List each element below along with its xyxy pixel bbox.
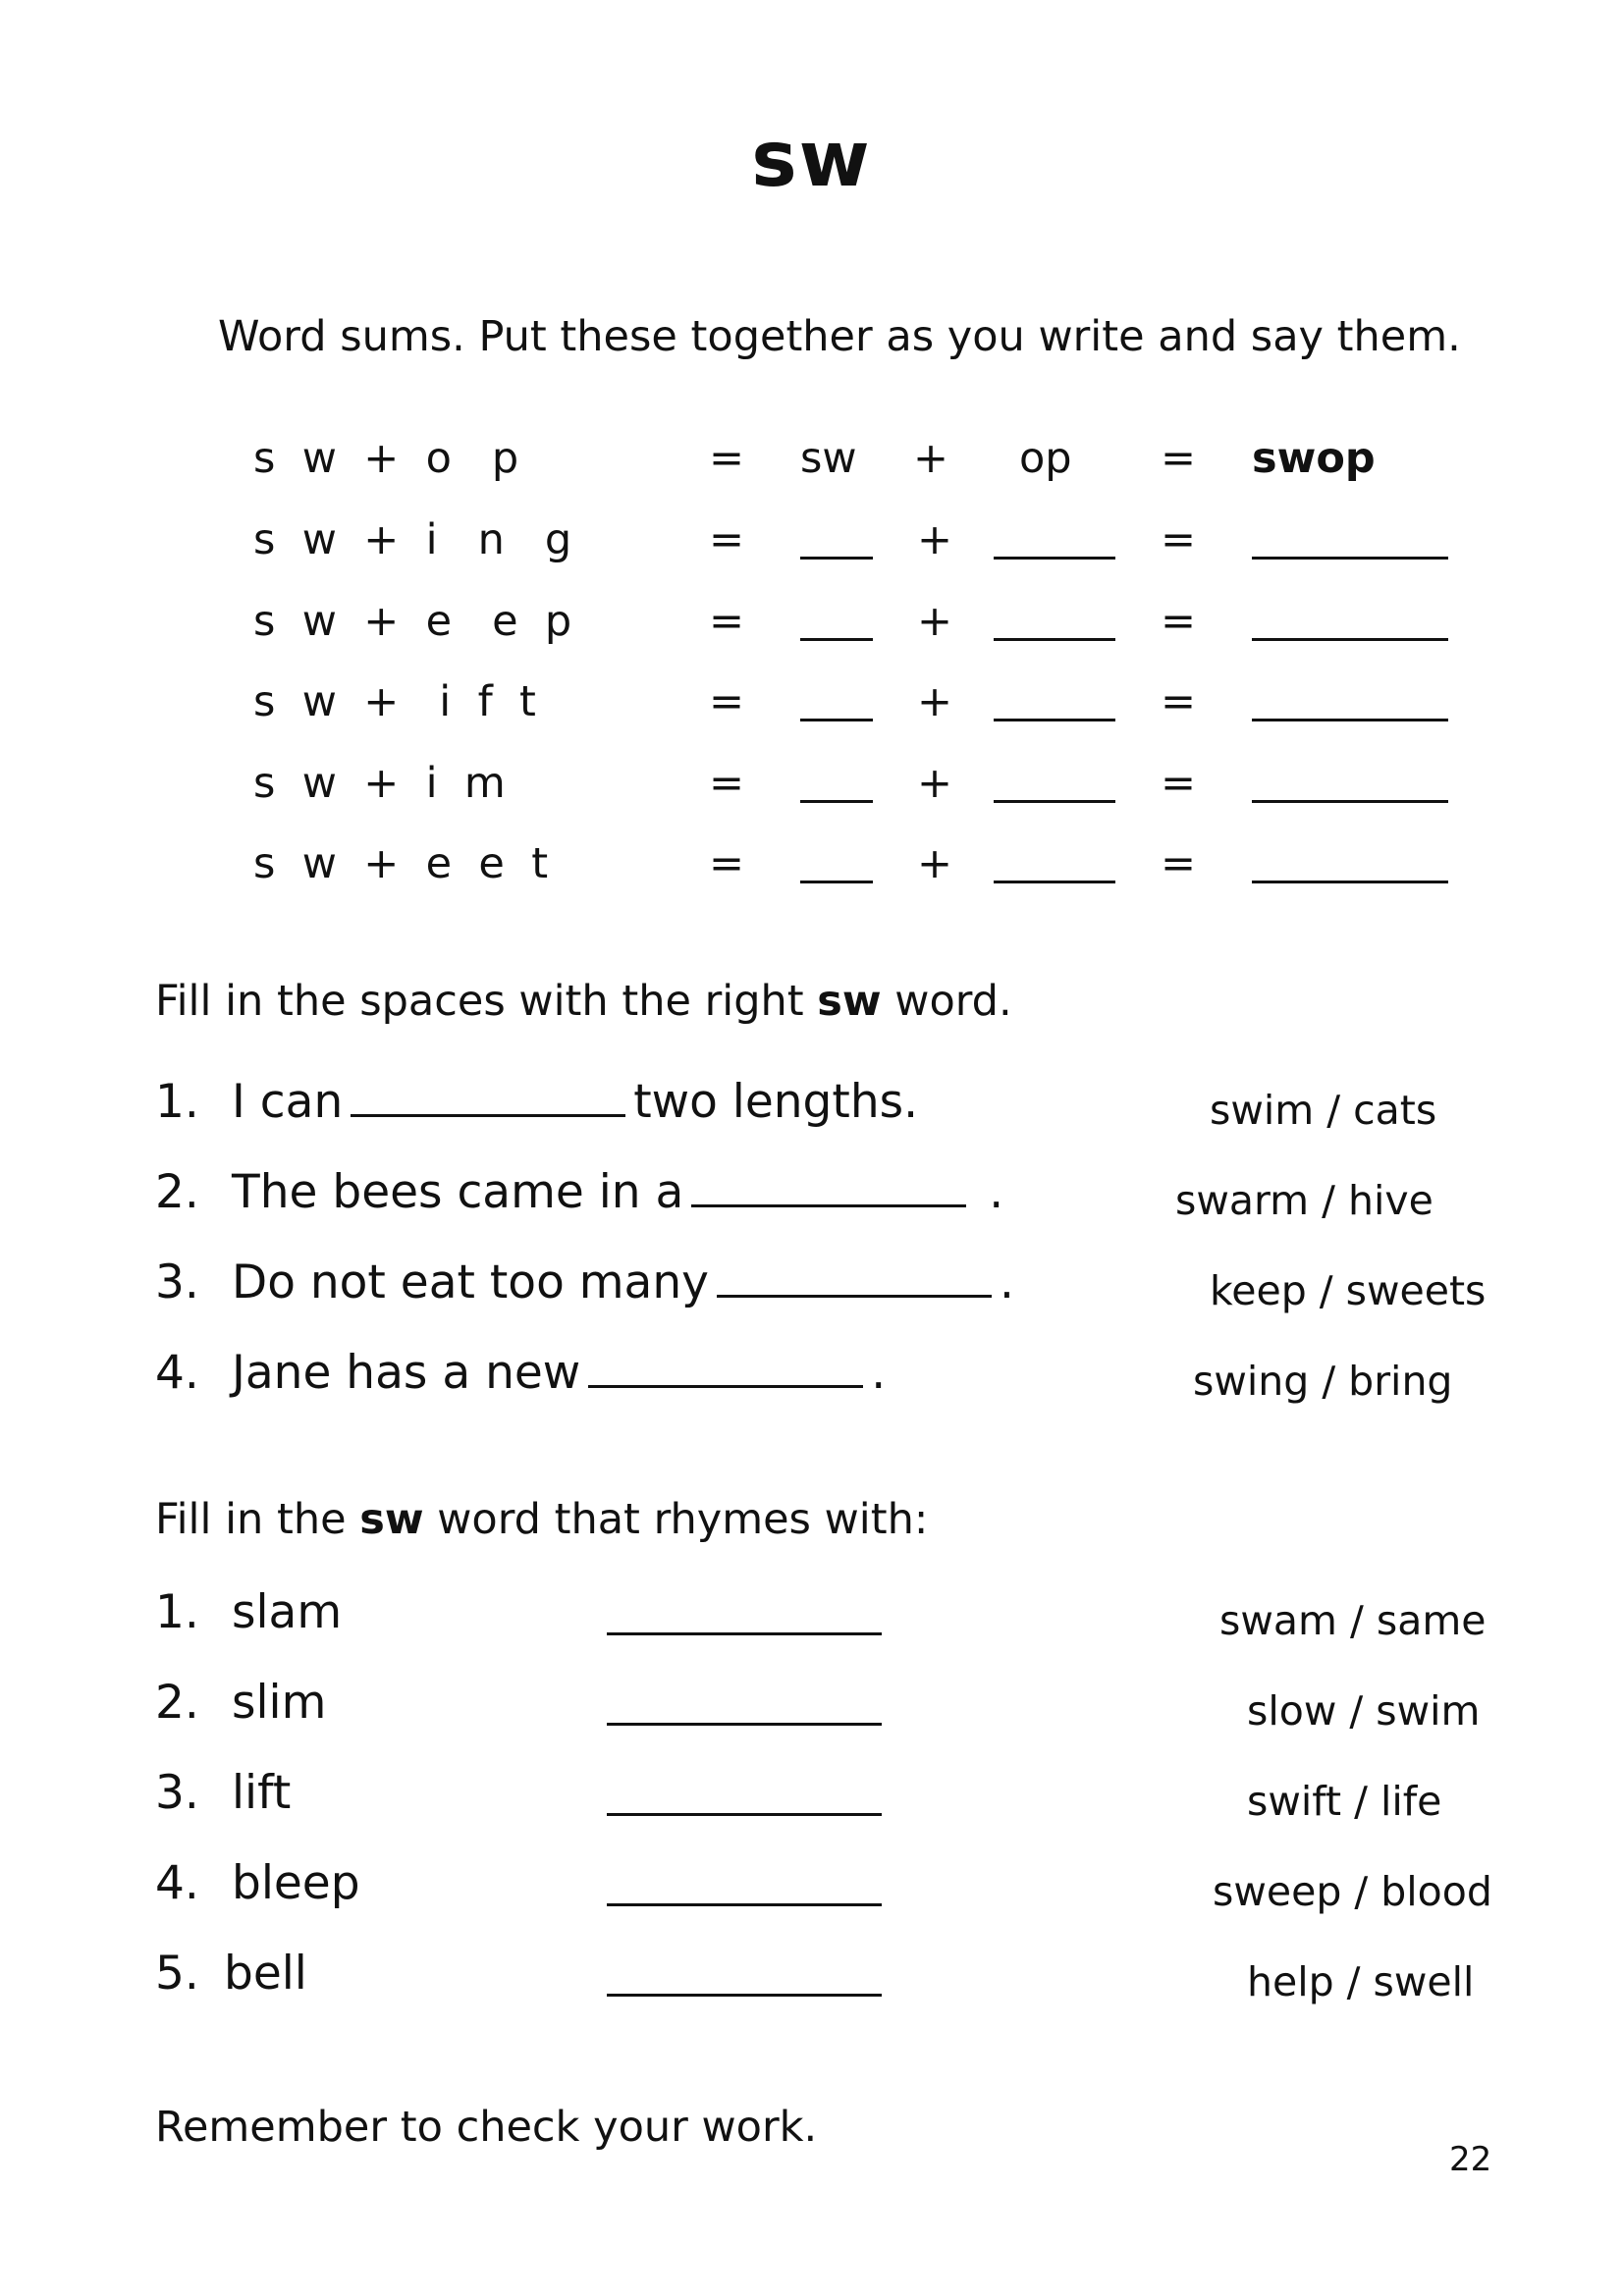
word-choices: help / swell [1247, 1958, 1475, 2005]
word-choices: keep / sweets [1210, 1267, 1487, 1314]
plus-sign: + [917, 597, 953, 646]
item-number: 2. [155, 1165, 199, 1219]
equals-sign: = [709, 839, 745, 888]
fill-spaces-instruction [155, 977, 1012, 1026]
rhyme-item [155, 1947, 941, 2009]
word-sum-row [0, 677, 1623, 736]
equals-sign: = [1161, 434, 1197, 483]
rhyme-item [155, 1676, 941, 1738]
plus-sign: + [917, 515, 953, 564]
sentence-blank[interactable] [351, 1075, 625, 1117]
answer-blank[interactable] [1252, 881, 1448, 883]
equals-sign: = [709, 677, 745, 726]
plus-sign: + [913, 434, 949, 483]
onset-blank[interactable] [800, 881, 873, 883]
word-sum-letters: s w + o p [253, 434, 519, 483]
word-choices: swam / same [1219, 1597, 1487, 1644]
word-choices: sweep / blood [1213, 1868, 1492, 1915]
instruction-text: word that rhymes with: [423, 1495, 929, 1544]
answer-blank[interactable] [1252, 557, 1448, 560]
answer-blank[interactable] [1252, 719, 1448, 721]
rhyme-item [155, 1766, 941, 1829]
onset-blank[interactable] [800, 638, 873, 641]
word-sum-row [0, 597, 1623, 656]
equals-sign: = [1161, 839, 1197, 888]
sentence-text: two lengths. [633, 1075, 919, 1129]
sentence-text: The bees came in a [232, 1165, 684, 1219]
item-number: 5. [155, 1947, 199, 2001]
equals-sign: = [1161, 677, 1197, 726]
rhyme-answer-blank[interactable] [607, 1903, 882, 1906]
rhyme-word: bell [224, 1947, 307, 2001]
sentence-text: . [871, 1346, 887, 1400]
word-sum-row [0, 515, 1623, 574]
item-number: 1. [155, 1585, 199, 1639]
sentence-text: I can [232, 1075, 344, 1129]
onset-blank[interactable] [800, 800, 873, 803]
instruction-text: word. [881, 977, 1012, 1026]
onset-blank[interactable] [800, 557, 873, 560]
word-sum-row [0, 759, 1623, 818]
page-number: 22 [1449, 2140, 1492, 2179]
answer-blank[interactable] [1252, 638, 1448, 641]
sentence-text: Do not eat too many [232, 1255, 709, 1309]
rhyme-answer-blank[interactable] [607, 1813, 882, 1816]
equals-sign: = [709, 515, 745, 564]
word-sum-letters: s w + i m [253, 759, 506, 808]
instruction-bold-blend: sw [359, 1495, 424, 1544]
sentence-blank[interactable] [717, 1255, 992, 1298]
rime-blank[interactable] [994, 638, 1115, 641]
word-choices: swift / life [1247, 1778, 1442, 1825]
word-choices: slow / swim [1247, 1687, 1481, 1735]
word-sum-answer: swop [1252, 434, 1376, 483]
rime-blank[interactable] [994, 800, 1115, 803]
rime-blank[interactable] [994, 881, 1115, 883]
word-sum-letters: s w + e e t [253, 839, 549, 888]
equals-sign: = [1161, 759, 1197, 808]
item-number: 4. [155, 1346, 199, 1400]
plus-sign: + [917, 759, 953, 808]
word-sum-example-row [0, 434, 1623, 493]
item-number: 2. [155, 1676, 199, 1730]
word-choices: swarm / hive [1175, 1177, 1434, 1224]
rhyme-answer-blank[interactable] [607, 1723, 882, 1726]
rime-blank[interactable] [994, 557, 1115, 560]
word-sum-letters: s w + i n g [253, 515, 572, 564]
page-title: sw [751, 116, 872, 204]
rhyme-word: bleep [232, 1856, 360, 1910]
item-number: 3. [155, 1766, 199, 1820]
sentence-blank[interactable] [691, 1165, 966, 1207]
rhyme-word: lift [232, 1766, 292, 1820]
item-number: 1. [155, 1075, 199, 1129]
rhyme-item [155, 1585, 941, 1648]
rhyme-item [155, 1856, 941, 1919]
word-sum-part-rime: op [1019, 434, 1072, 483]
answer-blank[interactable] [1252, 800, 1448, 803]
word-sum-row [0, 839, 1623, 898]
instruction-text: Fill in the spaces with the right [155, 977, 818, 1026]
plus-sign: + [917, 839, 953, 888]
sentence-text: Jane has a new [232, 1346, 581, 1400]
footer-reminder: Remember to check your work. [155, 2103, 818, 2152]
instruction-bold-blend: sw [817, 977, 882, 1026]
sentence-text: . [999, 1255, 1014, 1309]
rhymes-instruction [155, 1495, 928, 1544]
instruction-text: Fill in the [155, 1495, 360, 1544]
word-sums-instruction: Word sums. Put these together as you write and say them. [218, 312, 1461, 361]
item-number: 4. [155, 1856, 199, 1910]
onset-blank[interactable] [800, 719, 873, 721]
rhyme-word: slim [232, 1676, 327, 1730]
word-sum-letters: s w + i f t [253, 677, 536, 726]
equals-sign: = [1161, 515, 1197, 564]
rhyme-word: slam [232, 1585, 343, 1639]
sentence-text: . [974, 1165, 1004, 1219]
equals-sign: = [709, 597, 745, 646]
rhyme-answer-blank[interactable] [607, 1994, 882, 1997]
rhyme-answer-blank[interactable] [607, 1632, 882, 1635]
equals-sign: = [709, 434, 745, 483]
word-sum-part-onset: sw [800, 434, 857, 483]
word-choices: swing / bring [1193, 1358, 1453, 1405]
item-number: 3. [155, 1255, 199, 1309]
word-sum-letters: s w + e e p [253, 597, 572, 646]
sentence-blank[interactable] [588, 1346, 863, 1388]
equals-sign: = [709, 759, 745, 808]
word-choices: swim / cats [1210, 1087, 1437, 1134]
equals-sign: = [1161, 597, 1197, 646]
rime-blank[interactable] [994, 719, 1115, 721]
plus-sign: + [917, 677, 953, 726]
